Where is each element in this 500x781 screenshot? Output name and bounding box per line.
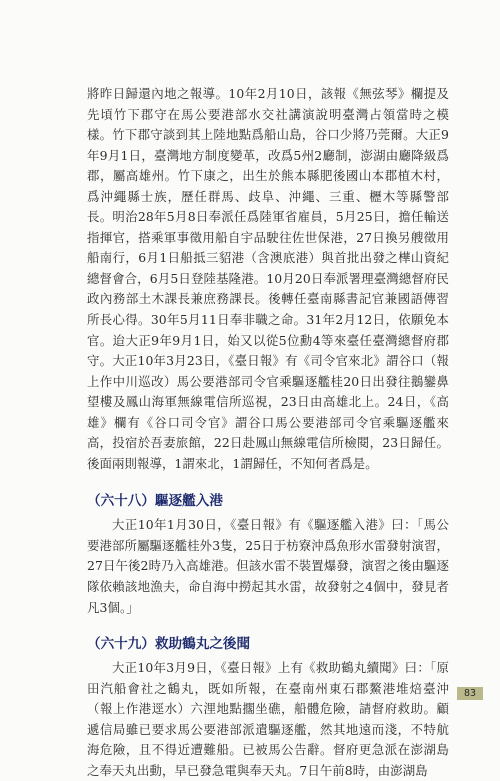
body-paragraph-3: 大正10年3月9日，《臺日報》上有《救助鶴丸續聞》曰：「原田汽船會社之鶴丸，既如所報，在臺南州東石郡鰲港堆焙臺沖（報上作港逕水）六浬地點擱坐礁，船體危險，請督府救助。顧遞信局雖已要求馬公要港部派遣驅逐艦，然其地遠而淺，不特航海危險，且不得近遭難船。已被馬公告辭。督府更急派在澎湖島之奉天丸出動，早已發急電與奉天丸。7日午前8時，由澎湖島 — [87, 660, 449, 778]
page-content — [87, 84, 449, 781]
section-heading-68: （六十八）驅逐艦入港 — [87, 493, 223, 510]
body-paragraph-1: 將昨日歸還內地之報導。10年2月10日，該報《無弦琴》欄提及先頃竹下郡守在馬公要港部水交社講演說明臺灣占領當時之模樣。竹下郡守談到其上陸地點爲船山島，谷口少將乃莞爾。大正9年9月1日，臺灣地方制度變革，改爲5州2廳制，澎湖由廳降級爲郡，屬高雄州。竹下康之，出生於熊本縣肥後國山本郡植木村，爲沖繩縣士族，歷任群馬、歧阜、沖繩、三重、櫪木等縣警部長。明治28年5月8日奉派任爲陸軍省雇員，5月25日，擔任輸送指揮官，搭乘軍事徵用船自宇品駛往佐世保港，27日換另艘徵用船南行，6月1日船抵三貂港（含澳底港）與首批出發之樺山資紀總督會合，6月5日登陸基隆港。10月20日奉派署理臺灣總督府民政內務部土木課長兼庶務課長。後轉任臺南縣書記官兼國語傳習所長心得。30年5月11日奉非職之命。31年2月12日，依願免本官。迨大正9年9月1日，始又以從5位勳4等來臺任臺灣總督府郡守。大正10年3月23日，《臺日報》有《司令官來北》謂谷口（報上作中川巡改）馬公要港部司令官乘驅逐艦桂20日出發往鵝鑾鼻望樓及鳳山海軍無線電信所巡視，23日由高雄北上。24日，《高雄》欄有《谷口司令官》謂谷口馬公要港部司令官乘驅逐艦來高，投宿於吾妻旅館，22日赴鳳山無線電信所檢閱，23日歸任。後面兩則報導，1謂來北，1謂歸任，不知何者爲是。 — [87, 86, 449, 471]
section-heading-69: （六十九）救助鶴丸之後聞 — [87, 636, 251, 653]
body-paragraph-2: 大正10年1月30日，《臺日報》有《驅逐艦入港》曰：「馬公要港部所屬驅逐艦桂外3隻，25日于枋寮沖爲魚形水雷發射演習，27日午後2時乃入高雄港。但該水雷不裝置爆發，演習之後由驅逐隊依賴該地漁夫，命自海中撈起其水雷，故發射之4個中，發見者凡3個。」 — [87, 517, 449, 615]
page-number: 83 — [457, 687, 483, 700]
